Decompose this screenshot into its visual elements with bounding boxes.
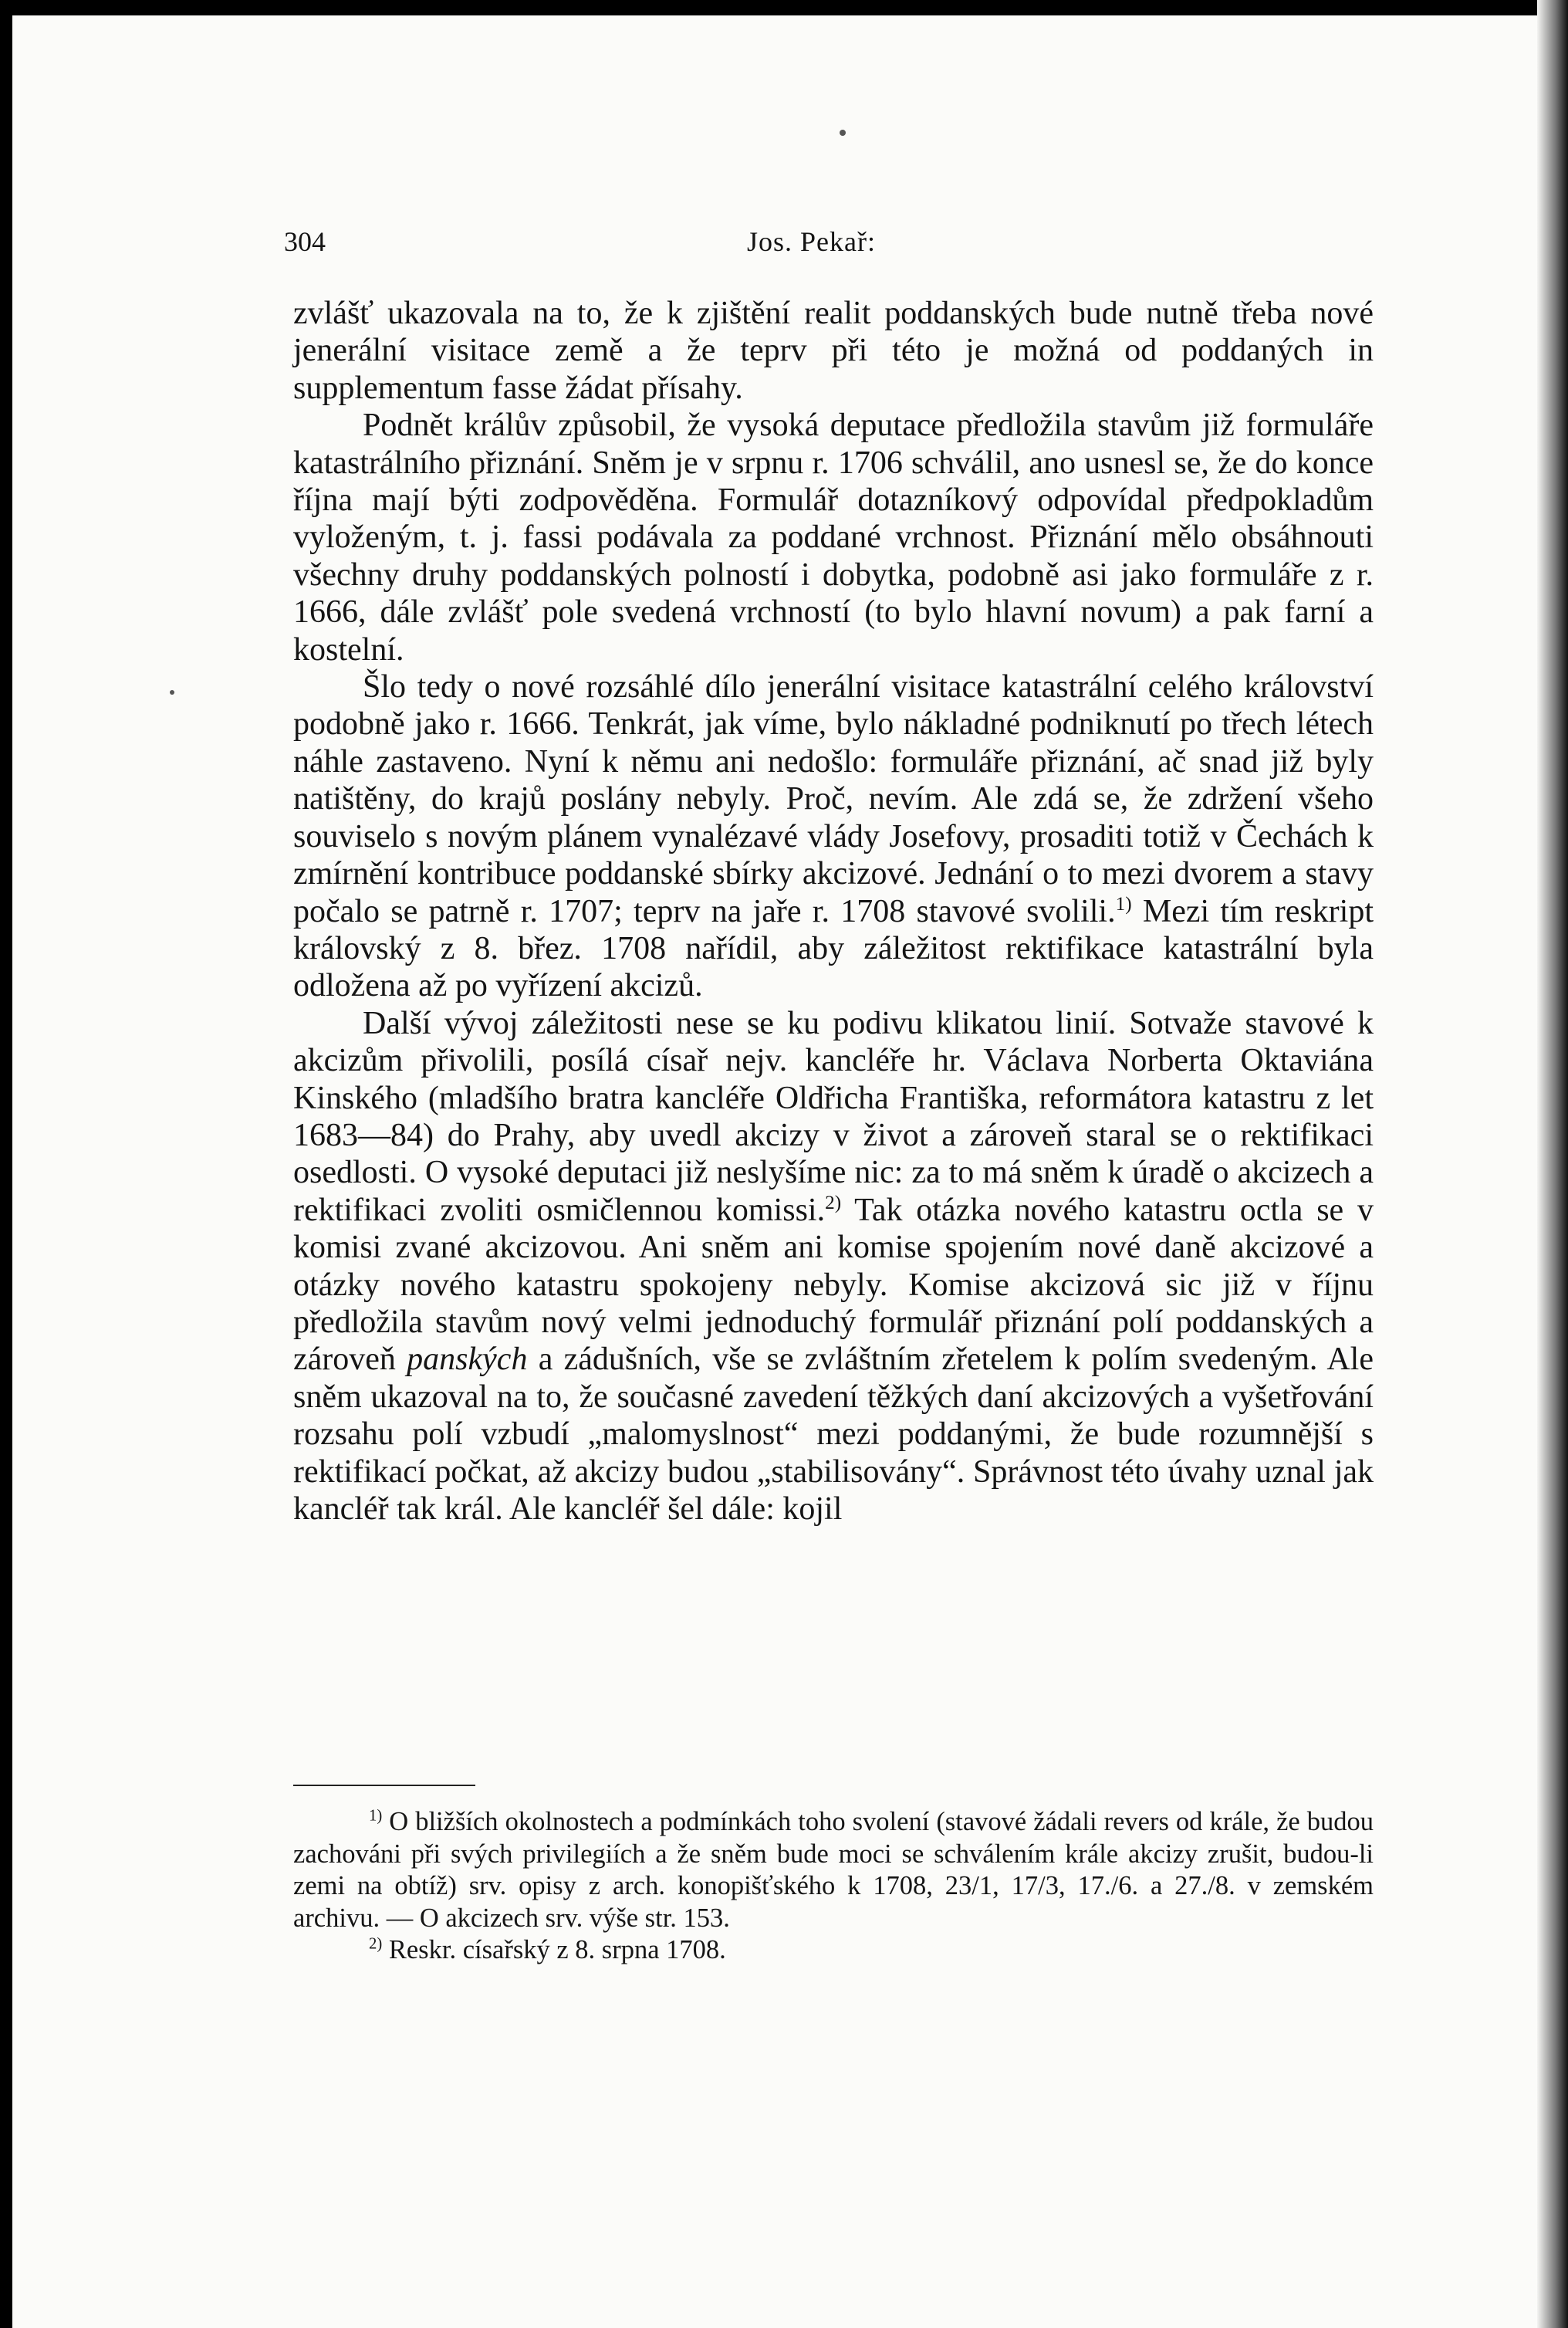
paragraph-4-text-b: Tak otázka nového katastru octla se v komisi zvané akcizovou. Ani sněm ani komise spojením nové daně akcizové a otázky nového katastru spokojeny nebyly. Komise akcizová sic již v říjnu předložila stavům nový velmi jednoduchý formulář přiznání polí poddanských a zároveň: [293, 1192, 1374, 1378]
footnote-ref-1: 1): [1115, 893, 1132, 915]
paragraph-2: Podnět králův způsobil, že vysoká deputace předložila stavům již formuláře katastrálního přiznání. Sněm je v srpnu r. 1706 schválil, ano usnesl se, že do konce října mají býti zodpověděna. Formulář dotazníkový odpovídal předpokladům vyloženým, t. j. fassi podávala za poddané vrchnost. Přiznání mělo obsáhnouti všechny druhy poddanských polností i dobytka, podobně asi jako formuláře z r. 1666, dále zvlášť pole svedená vrchností (to bylo hlavní novum) a pak farní a kostelní.: [293, 408, 1374, 668]
footnote-2-text: Reskr. císařský z 8. srpna 1708.: [382, 1935, 726, 1964]
paragraph-4-text-a: Další vývoj záležitosti nese se ku podivu klikatou linií. Sotvaže stavové k akcizům přivolili, posílá císař nejv. kancléře hr. Václava Norberta Oktaviána Kinského (mladšího bratra kancléře Oldřicha Františka, reformátora katastru z let 1683—84) do Prahy, aby uvedl akcizy v život a zároveň staral se o rektifikaci osedlosti. O vysoké deputaci již neslyšíme nic: za to má sněm k úradě o akcizech a rektifikaci zvoliti osmičlennou komissi.: [293, 1005, 1374, 1228]
page-number: 304: [284, 226, 326, 257]
footnote-2-mark: 2): [369, 1935, 383, 1953]
speck-mark: [840, 130, 846, 136]
footnote-ref-2: 2): [825, 1192, 842, 1213]
footnote-2: [293, 1934, 1374, 1967]
footnote-1-text: O bližších okolnostech a podmínkách toho svolení (stavové žádali revers od krále, že budou zachováni při svých privilegiích a že sněm bude moci se schválením krále akcizy zrušit, budou-li zemi na obtíž) srv. opisy z arch. konopišťského k 1708, 23/1, 17/3, 17./6. a 27./8. v zemském archivu. — O akcizech srv. výše str. 153.: [293, 1807, 1374, 1933]
footnote-separator: [293, 1785, 475, 1786]
footnote-1-mark: 1): [369, 1807, 383, 1825]
paragraph-1: zvlášť ukazovala na to, že k zjištění realit poddanských bude nutně třeba nové jenerální visitace země a že teprv při této je možná od poddaných in supplementum fasse žádat přísahy.: [293, 296, 1374, 406]
page-edge-shadow: [1537, 0, 1568, 2328]
paragraph-3: [293, 668, 1374, 1005]
body-text: [293, 295, 1374, 1528]
paragraph-3-text-a: Šlo tedy o nové rozsáhlé dílo jenerální visitace katastrální celého království podobně jako r. 1666. Tenkrát, jak víme, bylo nákladné podniknutí po třech létech náhle zastaveno. Nyní k němu ani nedošlo: formuláře přiznání, ač snad již byly natištěny, do krajů poslány nebyly. Proč, nevím. Ale zdá se, že zdržení všeho souviselo s novým plánem vynalézavé vlády Josefovy, prosaditi totiž v Čechách k zmírnění kontribuce poddanské sbírky akcizové. Jednání o to mezi dvorem a stavy počalo se patrně r. 1707; teprv na jaře r. 1708 stavové svolili.: [293, 669, 1374, 929]
running-head: Jos. Pekař:: [747, 226, 876, 257]
paragraph-4-text-c: a zádušních, vše se zvláštním zřetelem k polím svedeným. Ale sněm ukazoval na to, že současné zavedení těžkých daní akcizových a vyšetřování rozsahu polí vzbudí „malomyslnost“ mezi poddanými, že bude rozumnější s rektifikací počkat, až akcizy budou „stabilisovány“. Správnost této úvahy uznal jak kancléř tak král. Ale kancléř šel dále: kojil: [293, 1342, 1374, 1527]
paragraph-3-text-b: Mezi tím reskript královský z 8. břez. 1708 nařídil, aby záležitost rektifikace katastrální byla odložena až po vyřízení akcizů.: [293, 893, 1374, 1004]
footnote-1: [293, 1806, 1374, 1934]
paragraph-4: [293, 1005, 1374, 1528]
footnotes: [293, 1806, 1374, 1967]
speck-mark: [170, 690, 174, 695]
page-header: [284, 225, 1372, 272]
paragraph-4-italic: panských: [407, 1342, 528, 1378]
